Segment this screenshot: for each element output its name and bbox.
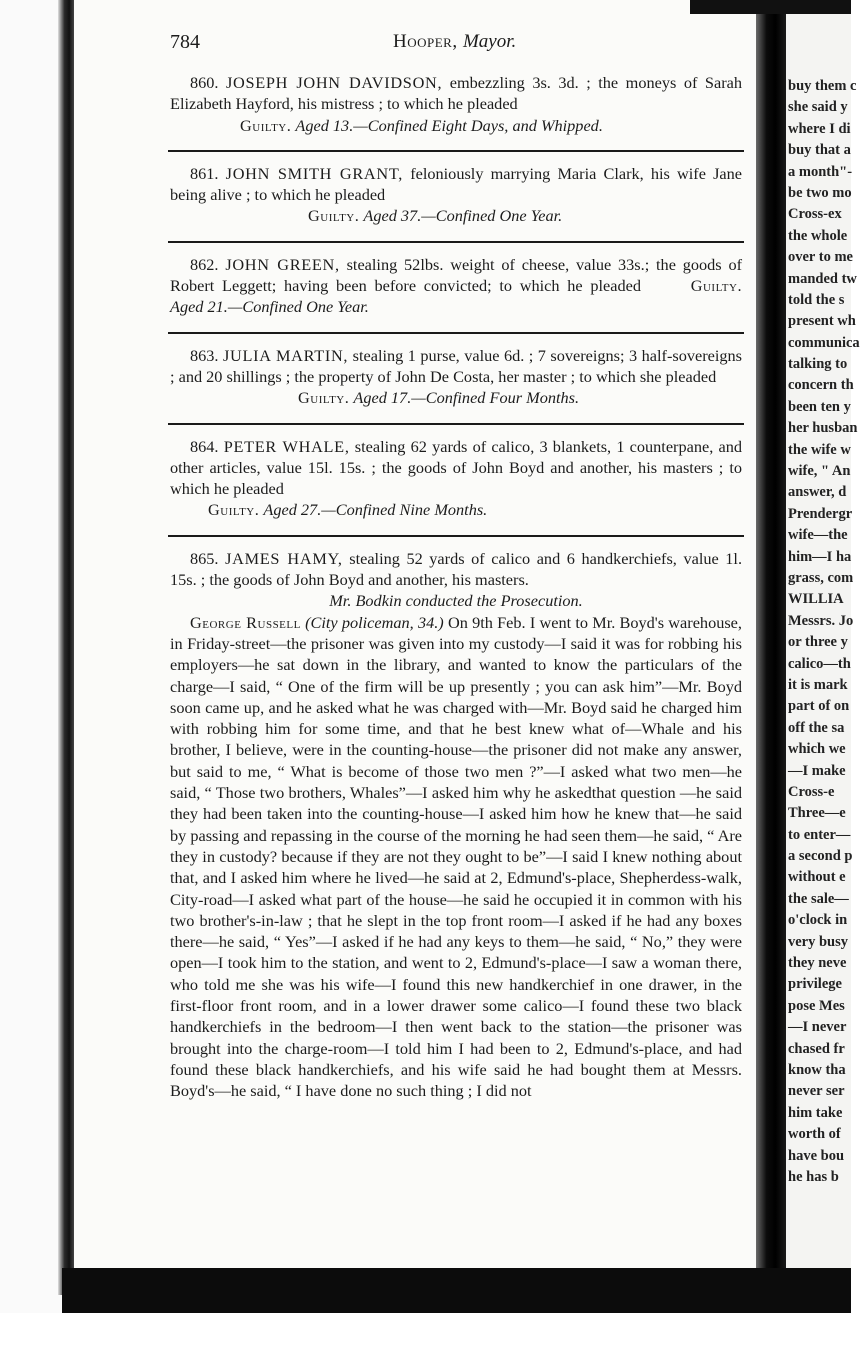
witness-testimony bbox=[170, 612, 742, 1102]
facing-page-line: over to me bbox=[788, 249, 853, 266]
defendant-name: JULIA MARTIN, bbox=[222, 345, 349, 365]
facing-page-line: chased fr bbox=[788, 1040, 845, 1057]
facing-page-line: be two mo bbox=[788, 184, 852, 201]
case-text bbox=[170, 254, 742, 318]
facing-page-line: without e bbox=[788, 869, 846, 886]
facing-page-line: answer, d bbox=[788, 484, 847, 501]
facing-page-line: buy that a bbox=[788, 142, 851, 159]
facing-page-line: grass, com bbox=[788, 569, 854, 586]
facing-page-text bbox=[788, 76, 860, 1188]
facing-page-line: they neve bbox=[788, 955, 847, 972]
facing-page-line: it is mark bbox=[788, 676, 848, 693]
case-number: 863. bbox=[190, 345, 219, 365]
scan-shadow bbox=[690, 0, 851, 14]
facing-page-line: buy them c bbox=[788, 78, 857, 94]
facing-page-line: where I di bbox=[788, 120, 851, 137]
case-entry bbox=[170, 163, 742, 233]
sentence: Aged 37.—Confined One Year. bbox=[363, 206, 563, 226]
facing-page-line: pose Mes bbox=[788, 997, 845, 1014]
facing-page-line: which we bbox=[788, 741, 846, 758]
scan-bottom-margin bbox=[0, 1313, 851, 1367]
case-number: 864. bbox=[190, 436, 219, 456]
case-text bbox=[170, 345, 742, 388]
separator-rule bbox=[168, 150, 744, 152]
case-text bbox=[170, 436, 742, 500]
testimony-text: On 9th Feb. I went to Mr. Boyd's warehouse, in Friday-street—the prisoner was given into my custody—I said it was for robbing his employers—he sat down in the library, and wanted to know the particulars of the charge—I said, “ One of the firm will be up presently ; you can ask him”—Mr. Boyd soon came up, and he asked what he was charged with—Mr. Boyd said he charged him with robbing him for some time, and that he best knew what of—Whale and his brother, I believe, were in the counting-house—the prisoner did not make any answer, but said to me, “ What is become of those two men ?”—I asked what two men—he said, “ Those two brothers, Whales”—I asked him why he askedthat question —he said they had been taken into the counting-house—I asked him how he knew that—he said by passing and repassing in the course of the morning he had seen them—he said, “ Are they in custody? because if they are not they ought to be”—I said I knew nothing about that, and I asked him where he lived—he said at 2, Edmund's-place, Shepherdess-walk, City-road—I asked what part of the house—he said he occupied it in common with his two brother's-in-law ; that he slept in the top front room—I asked if he had any boxes there—he said, “ Yes”—I asked if he had any keys to them—he said, “ No,” they were open—I took him to the station, and went to 2, Edmund's-place—I saw a woman there, who told me she was his wife—I found this new handkerchief in one drawer, in the first-floor front room, and in a lower drawer some calico—I found these two black handkerchiefs in the bedroom—I then went back to the station—the prisoner was brought into the charge-room—I told him I had been to 2, Edmund's-place, and had found these black handkerchiefs, and his wife said he had bought them at Messrs. Boyd's—he said, “ I have done no such thing ; I did not bbox=[170, 612, 742, 1101]
facing-page-line: communica bbox=[788, 334, 860, 351]
facing-page-line: —I never bbox=[788, 1019, 847, 1036]
facing-page-line: wife, " An bbox=[788, 463, 851, 480]
case-text bbox=[170, 163, 742, 206]
case-charge: embezzling 3s. 3d. ; the moneys of Sarah Elizabeth Hayford, his mistress ; to which he pleaded bbox=[170, 73, 742, 114]
case-charge: feloniously marrying Maria Clark, his wife Jane being alive ; to which he pleaded bbox=[170, 163, 743, 205]
plea: Guilty. bbox=[240, 115, 292, 135]
facing-page-line: her husban bbox=[788, 420, 858, 437]
facing-page-line: know tha bbox=[788, 1061, 846, 1078]
case-entry bbox=[170, 254, 742, 324]
facing-page-line: Cross-ex bbox=[788, 206, 842, 223]
plea: Guilty. bbox=[308, 206, 360, 226]
defendant-name: JOHN GREEN, bbox=[225, 254, 340, 274]
separator-rule bbox=[168, 332, 744, 334]
separator-rule bbox=[168, 535, 744, 537]
trial-entry bbox=[170, 548, 742, 1108]
facing-page-line: Messrs. Jo bbox=[788, 612, 854, 629]
facing-page-line: o'clock in bbox=[788, 912, 848, 929]
case-charge: stealing 62 yards of calico, 3 blankets, 1 counterpane, and other articles, value 15l. 15s. ; the goods of John Boyd and another, his masters ; to which he pleaded bbox=[170, 436, 742, 499]
facing-page-line: never ser bbox=[788, 1083, 845, 1100]
running-head-name: Hooper, bbox=[393, 31, 458, 52]
facing-page-line: a second p bbox=[788, 848, 853, 865]
facing-page-line: wife—the bbox=[788, 527, 848, 544]
binding-edge bbox=[58, 0, 74, 1295]
facing-page-line: she said y bbox=[788, 99, 848, 116]
running-head-title: Mayor. bbox=[462, 31, 517, 52]
witness-description: (City policeman, 34.) bbox=[300, 612, 444, 632]
prosecution-note bbox=[170, 590, 742, 611]
case-charge: stealing 52 yards of calico and 6 handkerchiefs, value 1l. 15s. ; the goods of John Boyd and another, his masters. bbox=[170, 548, 743, 590]
case-number: 861. bbox=[190, 163, 219, 183]
case-charge: stealing 1 purse, value 6d. ; 7 sovereigns; 3 half-sovereigns ; and 20 shillings ; the property of John De Costa, her master ; to which she pleaded bbox=[170, 345, 742, 386]
facing-page-line: to enter— bbox=[788, 826, 851, 843]
case-charge: stealing 52lbs. weight of cheese, value 33s.; the goods of Robert Leggett; having been before convicted; to which he pleaded bbox=[170, 254, 743, 296]
facing-page-line: told the s bbox=[788, 291, 845, 308]
case-text bbox=[170, 72, 742, 115]
book-gutter bbox=[756, 0, 786, 1295]
prosecution-text: Mr. Bodkin conducted the Prosecution. bbox=[329, 591, 583, 611]
facing-page-line: —I make bbox=[788, 762, 846, 779]
defendant-name: PETER WHALE, bbox=[223, 436, 350, 456]
case-text bbox=[170, 548, 742, 591]
facing-page-line: have bou bbox=[788, 1147, 845, 1164]
case-verdict bbox=[170, 205, 742, 226]
facing-page-line: him take bbox=[788, 1104, 843, 1121]
case-entry bbox=[170, 345, 742, 415]
facing-page-line: or three y bbox=[788, 634, 848, 651]
facing-page-line: the sale— bbox=[788, 890, 849, 907]
facing-page-line: WILLIA bbox=[788, 591, 844, 608]
case-entry bbox=[170, 436, 742, 527]
facing-page-line: present wh bbox=[788, 313, 856, 330]
facing-page-line: the wife w bbox=[788, 441, 851, 458]
case-number: 862. bbox=[190, 254, 219, 274]
facing-page-line: worth of bbox=[788, 1126, 841, 1143]
facing-page-line: part of on bbox=[788, 698, 850, 715]
facing-page-line: off the sa bbox=[788, 719, 845, 736]
case-verdict bbox=[170, 387, 742, 408]
sentence: Aged 13.—Confined Eight Days, and Whipped. bbox=[295, 115, 603, 135]
sentence: Aged 17.—Confined Four Months. bbox=[353, 388, 580, 408]
facing-page-line: very busy bbox=[788, 933, 849, 950]
separator-rule bbox=[168, 423, 744, 425]
separator-rule bbox=[168, 241, 744, 243]
facing-page-line: the whole bbox=[788, 227, 848, 244]
facing-page-line: he has b bbox=[788, 1168, 839, 1185]
facing-page-line: been ten y bbox=[788, 398, 851, 415]
plea: Guilty. bbox=[208, 500, 260, 520]
scan-bottom-shadow bbox=[62, 1268, 851, 1313]
sentence: Aged 27.—Confined Nine Months. bbox=[263, 500, 488, 520]
plea: Guilty. bbox=[690, 276, 743, 296]
witness-name: George Russell bbox=[190, 612, 301, 632]
plea: Guilty. bbox=[298, 388, 350, 408]
facing-page-line: calico—th bbox=[788, 655, 851, 672]
running-head bbox=[393, 31, 516, 53]
facing-page-line: concern th bbox=[788, 377, 854, 394]
facing-page-line: privilege bbox=[788, 976, 842, 993]
facing-page-line: Three—e bbox=[788, 805, 846, 822]
facing-page-line: a month"- bbox=[788, 163, 853, 180]
facing-page-line: manded tw bbox=[788, 270, 857, 287]
case-verdict bbox=[170, 499, 742, 520]
page-number: 784 bbox=[170, 31, 200, 53]
defendant-name: JOHN SMITH GRANT, bbox=[225, 163, 404, 183]
facing-page-line: him—I ha bbox=[788, 548, 852, 565]
defendant-name: JOSEPH JOHN DAVIDSON, bbox=[226, 73, 443, 92]
sentence: Aged 21.—Confined One Year. bbox=[170, 297, 369, 317]
case-number: 865. bbox=[190, 548, 219, 568]
defendant-name: JAMES HAMY, bbox=[225, 548, 343, 568]
facing-page-line: Cross-e bbox=[788, 783, 835, 800]
facing-page-line: Prendergr bbox=[788, 505, 853, 522]
case-entry bbox=[170, 72, 742, 142]
facing-page-line: talking to bbox=[788, 356, 848, 373]
scan-margin bbox=[0, 0, 62, 1367]
case-number: 860. bbox=[190, 73, 219, 92]
case-verdict bbox=[170, 115, 742, 136]
text-column bbox=[170, 72, 742, 1107]
